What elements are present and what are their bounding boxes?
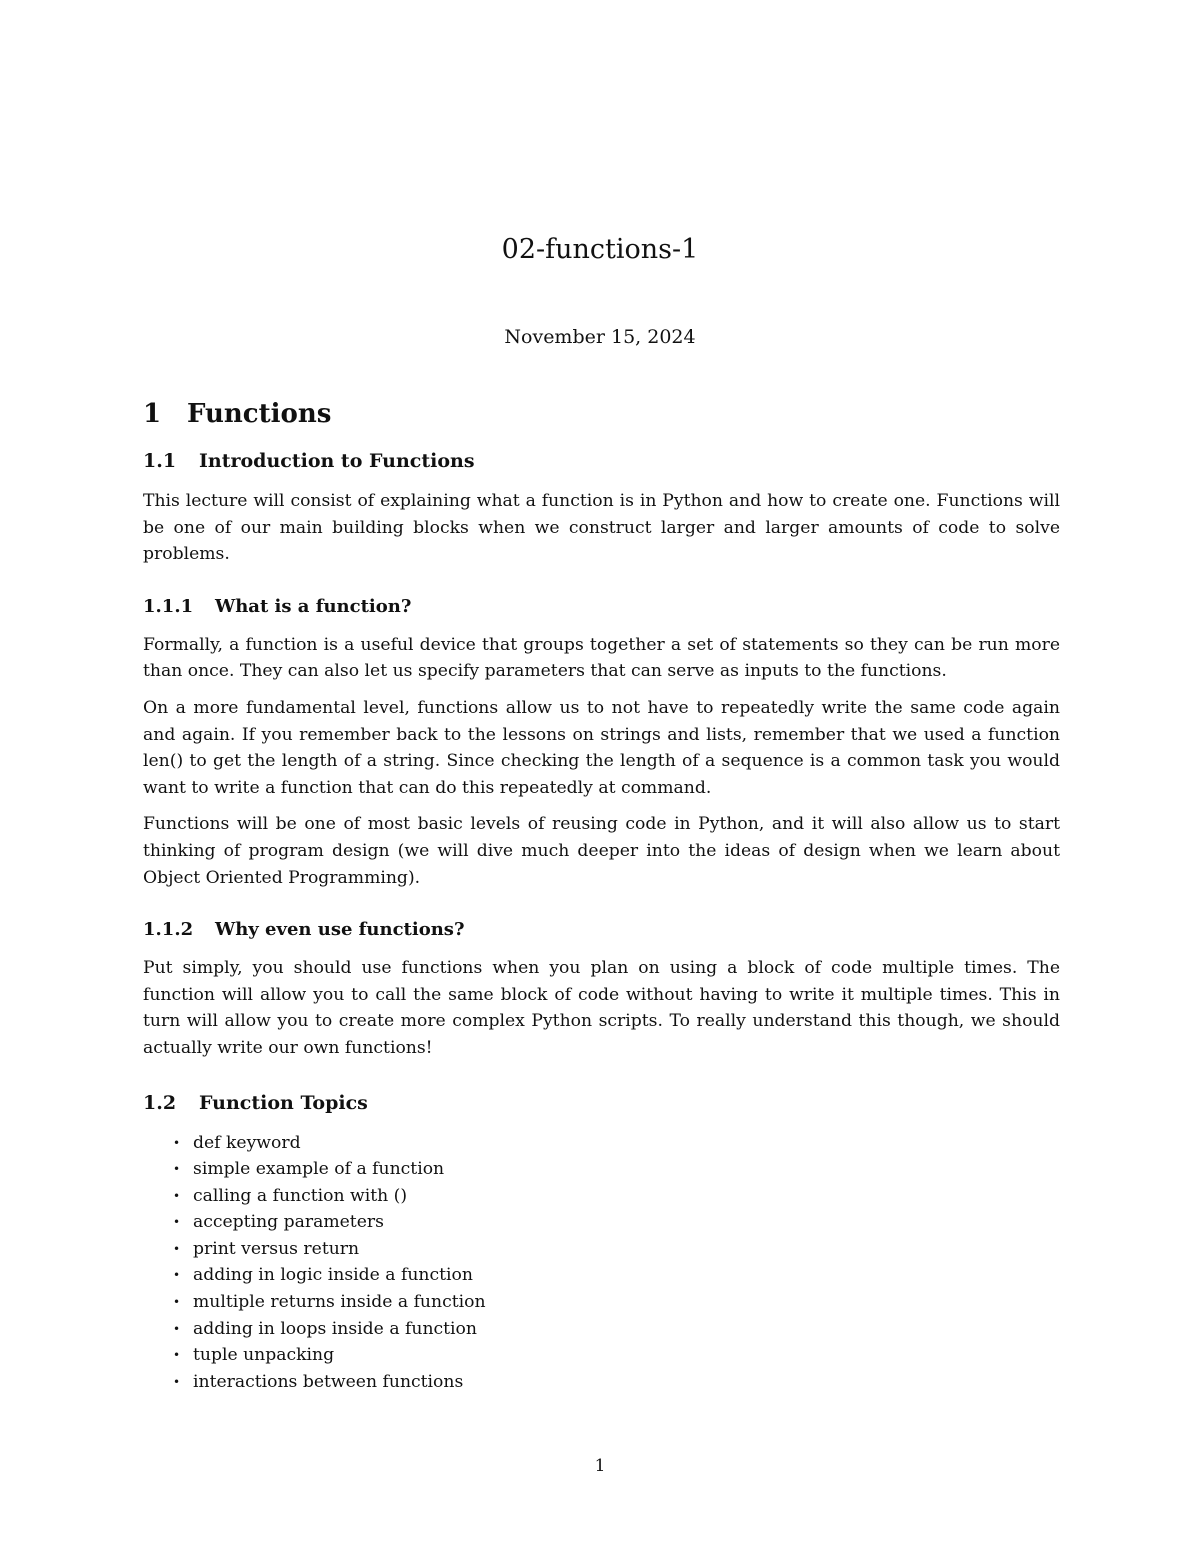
bullet-icon: • xyxy=(173,1321,181,1336)
list-item-text: adding in logic inside a function xyxy=(193,1265,473,1286)
bullet-icon: • xyxy=(173,1374,181,1389)
list-item xyxy=(173,1209,1060,1236)
list-item xyxy=(173,1289,1060,1316)
list-item-text: multiple returns inside a function xyxy=(193,1292,486,1313)
list-item xyxy=(173,1262,1060,1289)
intro-paragraph: This lecture will consist of explaining what a function is in Python and how to create one. Functions will be one of our main building blocks when we construct larger and larger amounts of code to solve problems. xyxy=(143,491,1060,565)
bullet-icon: • xyxy=(173,1188,181,1203)
list-item xyxy=(173,1183,1060,1210)
paragraph: Functions will be one of most basic levels of reusing code in Python, and it will also allow us to start thinking of program design (we will dive much deeper into the ideas of design when we learn about Object Oriented Programming). xyxy=(143,814,1060,888)
subsection-number: 1.1 xyxy=(143,450,177,472)
bullet-icon: • xyxy=(173,1135,181,1150)
section-heading-functions xyxy=(143,396,1060,432)
list-item xyxy=(173,1316,1060,1343)
list-item-text: def keyword xyxy=(193,1132,301,1153)
paragraph: Put simply, you should use functions when you plan on using a block of code multiple times. The function will allow you to call the same block of code without having to write it multiple times. This in turn will allow you to create more complex Python scripts. To really understand this though, we should actually write our own functions! xyxy=(143,958,1060,1058)
bullet-icon: • xyxy=(173,1348,181,1363)
paragraph: On a more fundamental level, functions allow us to not have to repeatedly write the same code again and again. If you remember back to the lessons on strings and lists, remember that we used a function len() to get the length of a string. Since checking the length of a sequence is a common task you would want to write a function that can do this repeatedly at command. xyxy=(143,697,1060,798)
list-item-text: print versus return xyxy=(193,1238,360,1259)
subsubsection-heading-why-use-functions xyxy=(143,917,1060,943)
bullet-icon: • xyxy=(173,1295,181,1310)
subsubsection-title: Why even use functions? xyxy=(215,919,465,941)
bullet-icon: • xyxy=(173,1215,181,1230)
subsubsection-title: What is a function? xyxy=(215,595,412,617)
list-item-text: adding in loops inside a function xyxy=(193,1318,477,1339)
list-item xyxy=(173,1156,1060,1183)
list-item xyxy=(173,1236,1060,1263)
list-item xyxy=(173,1342,1060,1369)
document-body xyxy=(143,396,1060,1395)
subsection-title: Function Topics xyxy=(199,1091,368,1114)
subsubsection-number: 1.1.2 xyxy=(143,919,194,941)
subsection-heading-introduction xyxy=(143,448,1060,474)
list-item xyxy=(173,1369,1060,1396)
subsubsection-number: 1.1.1 xyxy=(143,595,194,617)
subsubsection-heading-what-is-a-function xyxy=(143,594,1060,620)
list-item-text: calling a function with () xyxy=(193,1185,408,1206)
section-number: 1 xyxy=(143,399,162,429)
list-item xyxy=(173,1130,1060,1157)
document-date: November 15, 2024 xyxy=(504,326,696,348)
subsection-number: 1.2 xyxy=(143,1091,177,1114)
list-item-text: tuple unpacking xyxy=(193,1345,335,1366)
paragraph: Formally, a function is a useful device that groups together a set of statements so they can be run more than once. They can also let us specify parameters that can serve as inputs to the functions. xyxy=(143,634,1060,682)
bullet-icon: • xyxy=(173,1162,181,1177)
subsection-heading-function-topics xyxy=(143,1090,1060,1116)
document-title: 02-functions-1 xyxy=(501,234,699,265)
topics-list xyxy=(143,1130,1060,1396)
list-item-text: simple example of a function xyxy=(193,1159,445,1180)
bullet-icon: • xyxy=(173,1241,181,1256)
list-item-text: accepting parameters xyxy=(193,1212,384,1233)
list-item-text: interactions between functions xyxy=(193,1371,464,1392)
section-title: Functions xyxy=(187,399,332,429)
page-number: 1 xyxy=(594,1456,606,1476)
bullet-icon: • xyxy=(173,1268,181,1283)
subsection-title: Introduction to Functions xyxy=(199,450,475,472)
